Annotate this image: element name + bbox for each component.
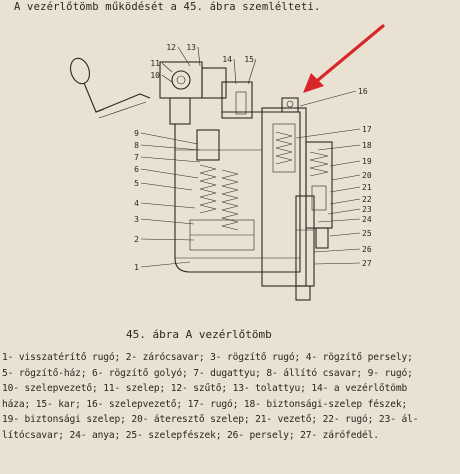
callout-leader	[300, 91, 356, 106]
callout-labels	[134, 43, 372, 272]
callout-leader	[141, 183, 192, 190]
callout-number: 12	[166, 43, 176, 52]
callout-number: 4	[134, 199, 139, 208]
legend-line: 1- visszatérítő rugó; 2- zárócsavar; 3- rögzítő rugó; 4- rögzítő persely;	[2, 352, 413, 363]
callout-leader	[330, 233, 360, 236]
callout-number: 3	[134, 215, 139, 224]
callout-number: 14	[222, 55, 232, 64]
callout-number: 17	[362, 125, 372, 134]
callout-leader	[141, 169, 198, 178]
legend-line: lítócsavar; 24- anya; 25- szelepfészek; 26- persely; 27- zárófedél.	[2, 429, 379, 441]
callout-number: 23	[362, 205, 372, 214]
legend-line: 10- szelepvezető; 11- szelep; 12- szűtő; 13- tolattyu; 14- a vezérlőtömb	[2, 383, 408, 395]
callout-leader	[330, 199, 360, 204]
callout-number: 15	[244, 55, 254, 64]
callout-leader	[141, 262, 190, 267]
legend-line: 5- rögzítő-ház; 6- rögzítő golyó; 7- dugattyu; 8- állító csavar; 9- rugó;	[2, 367, 413, 379]
figure-caption: 45. ábra A vezérlőtömb	[126, 328, 272, 341]
callout-leader	[318, 145, 360, 150]
callout-number: 22	[362, 195, 372, 204]
callout-number: 26	[362, 245, 372, 254]
callout-leader	[141, 157, 200, 162]
callout-leader	[141, 145, 200, 150]
legend	[2, 350, 458, 444]
callout-leader	[330, 187, 360, 192]
callout-leader	[330, 161, 360, 166]
callout-leader	[141, 133, 198, 144]
callout-leader	[314, 249, 360, 252]
callout-number: 24	[362, 215, 372, 224]
callout-leader	[162, 63, 172, 72]
valve-housing	[160, 62, 332, 300]
callout-leader	[141, 203, 195, 208]
callout-number: 21	[362, 183, 372, 192]
callout-leader	[234, 59, 236, 84]
callout-number: 9	[134, 129, 139, 138]
callout-leader	[141, 219, 194, 224]
callout-number: 13	[186, 43, 196, 52]
callout-leader	[162, 75, 172, 82]
callout-number: 5	[134, 179, 139, 188]
lever-handle-icon	[67, 56, 150, 118]
callout-leader	[332, 175, 360, 180]
callout-leader	[141, 239, 194, 240]
callout-number: 20	[362, 171, 372, 180]
callout-leader	[318, 219, 360, 222]
callout-number: 25	[362, 229, 372, 238]
callout-number: 1	[134, 263, 139, 272]
callout-number: 10	[150, 71, 160, 80]
callout-number: 18	[362, 141, 372, 150]
legend-line: háza; 15- kar; 16- szelepvezető; 17- rugó; 18- biztonsági-szelep fészek;	[2, 398, 408, 410]
callout-number: 19	[362, 157, 372, 166]
callout-number: 7	[134, 153, 139, 162]
callout-leader	[198, 47, 200, 66]
callout-leader	[314, 263, 360, 264]
header-text: A vezérlőtömb működését a 45. ábra szemlélteti.	[14, 1, 321, 13]
callout-number: 27	[362, 259, 372, 268]
callout-number: 6	[134, 165, 139, 174]
callout-number: 2	[134, 235, 139, 244]
callout-number: 16	[358, 87, 368, 96]
red-arrow-icon	[303, 26, 383, 93]
callout-number: 11	[150, 59, 160, 68]
legend-line: 19- biztonsági szelep; 20- áteresztő szelep; 21- vezető; 22- rugó; 23- ál-	[2, 414, 419, 426]
callout-number: 8	[134, 141, 139, 150]
callout-leader	[328, 209, 360, 214]
